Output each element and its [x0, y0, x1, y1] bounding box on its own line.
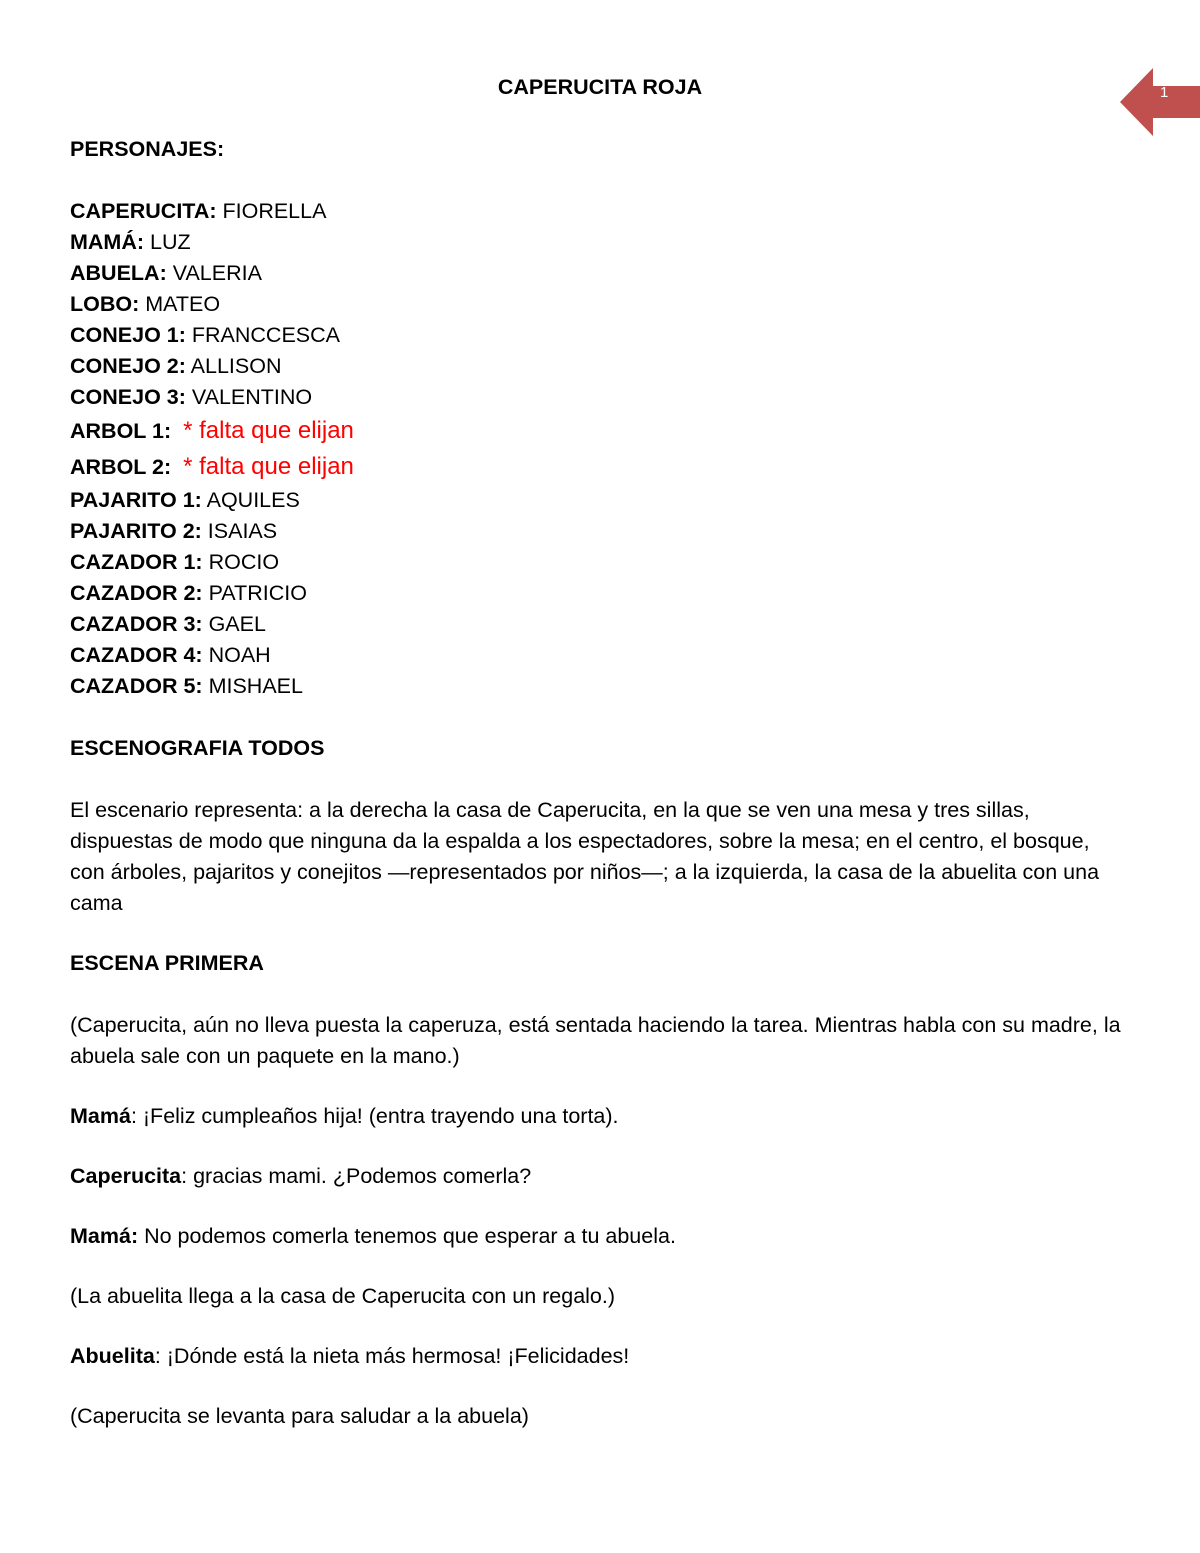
speaker-name: Caperucita	[70, 1164, 182, 1188]
document-body	[70, 72, 1130, 1461]
scene-heading: ESCENA PRIMERA	[70, 951, 264, 975]
cast-actor: GAEL	[202, 612, 266, 636]
dialogue-line	[70, 1101, 1130, 1132]
cast-role: PAJARITO 2:	[70, 519, 202, 543]
dialogue-line	[70, 1341, 1130, 1372]
cast-actor: NOAH	[202, 643, 271, 667]
dialogue-text: : ¡Dónde está la nieta más hermosa! ¡Felicidades!	[154, 1344, 630, 1368]
cast-actor: PATRICIO	[202, 581, 307, 605]
cast-item	[70, 413, 1130, 449]
cast-role: LOBO:	[70, 292, 140, 316]
cast-role: CAZADOR 5:	[70, 674, 203, 698]
cast-actor: VALERIA	[166, 261, 262, 285]
cast-list	[70, 196, 1130, 702]
cast-item	[70, 516, 1130, 547]
document-title: CAPERUCITA ROJA	[497, 75, 703, 99]
cast-actor: ALLISON	[185, 354, 282, 378]
cast-item	[70, 609, 1130, 640]
cast-item	[70, 485, 1130, 516]
cast-actor: ROCIO	[202, 550, 280, 574]
cast-actor: FIORELLA	[216, 199, 327, 223]
spacer	[70, 702, 1130, 733]
dialogue-text: : ¡Feliz cumpleaños hija! (entra trayendo una torta).	[130, 1104, 619, 1128]
cast-role: CAZADOR 4:	[70, 643, 203, 667]
cast-item	[70, 578, 1130, 609]
cast-role: CAPERUCITA:	[70, 199, 217, 223]
cast-role: MAMÁ:	[70, 230, 145, 254]
pending-note: * falta que elijan	[183, 417, 354, 444]
cast-role: CAZADOR 1:	[70, 550, 203, 574]
cast-item	[70, 640, 1130, 671]
cast-actor: MATEO	[139, 292, 221, 316]
cast-item	[70, 320, 1130, 351]
cast-heading: PERSONAJES:	[70, 137, 225, 161]
stage-direction: (La abuelita llega a la casa de Caperucita con un regalo.)	[70, 1284, 616, 1308]
speaker-name: Mamá	[70, 1104, 131, 1128]
cast-actor: AQUILES	[201, 488, 300, 512]
cast-item	[70, 547, 1130, 578]
stage-direction: (Caperucita se levanta para saludar a la abuela)	[70, 1404, 529, 1428]
cast-role: CONEJO 3:	[70, 385, 186, 409]
scenery-paragraph: El escenario representa: a la derecha la casa de Caperucita, en la que se ven una mesa y tres sillas, dispuestas de modo que ninguna da la espalda a los espectadores, sobre la mesa; en el centro, el bosque, con árboles, pajaritos y conejitos —representados por niños—; a la izquierda, la casa de la abuelita con una cama	[70, 798, 1100, 915]
left-arrow-icon	[1120, 68, 1200, 136]
cast-actor: LUZ	[144, 230, 191, 254]
cast-role: CAZADOR 3:	[70, 612, 203, 636]
dialogue-text: No podemos comerla tenemos que esperar a tu abuela.	[138, 1224, 676, 1248]
cast-item	[70, 351, 1130, 382]
page-number-marker	[1120, 68, 1200, 136]
dialogue-line	[70, 1161, 1130, 1192]
cast-item	[70, 671, 1130, 702]
dialogue-line	[70, 1221, 1130, 1252]
cast-item	[70, 227, 1130, 258]
dialogue-text: : gracias mami. ¿Podemos comerla?	[181, 1164, 532, 1188]
cast-role: PAJARITO 1:	[70, 488, 202, 512]
cast-item	[70, 196, 1130, 227]
cast-item	[70, 382, 1130, 413]
cast-role: CAZADOR 2:	[70, 581, 203, 605]
pending-note: * falta que elijan	[183, 453, 354, 480]
page-number: 1	[1160, 84, 1169, 101]
speaker-name: Mamá:	[70, 1224, 139, 1248]
stage-direction: (Caperucita, aún no lleva puesta la caperuza, está sentada haciendo la tarea. Mientras habla con su madre, la abuela sale con un paquete en la mano.)	[70, 1013, 1121, 1068]
cast-item	[70, 449, 1130, 485]
cast-item	[70, 289, 1130, 320]
cast-role: CONEJO 2:	[70, 354, 186, 378]
speaker-name: Abuelita	[70, 1344, 155, 1368]
scenery-heading: ESCENOGRAFIA TODOS	[70, 736, 325, 760]
cast-role: ARBOL 2:	[70, 455, 172, 479]
cast-actor: ISAIAS	[201, 519, 278, 543]
cast-actor: VALENTINO	[185, 385, 313, 409]
cast-actor: FRANCCESCA	[185, 323, 340, 347]
cast-actor: MISHAEL	[202, 674, 303, 698]
cast-item	[70, 258, 1130, 289]
cast-role: CONEJO 1:	[70, 323, 186, 347]
cast-role: ABUELA:	[70, 261, 167, 285]
cast-role: ARBOL 1:	[70, 419, 172, 443]
